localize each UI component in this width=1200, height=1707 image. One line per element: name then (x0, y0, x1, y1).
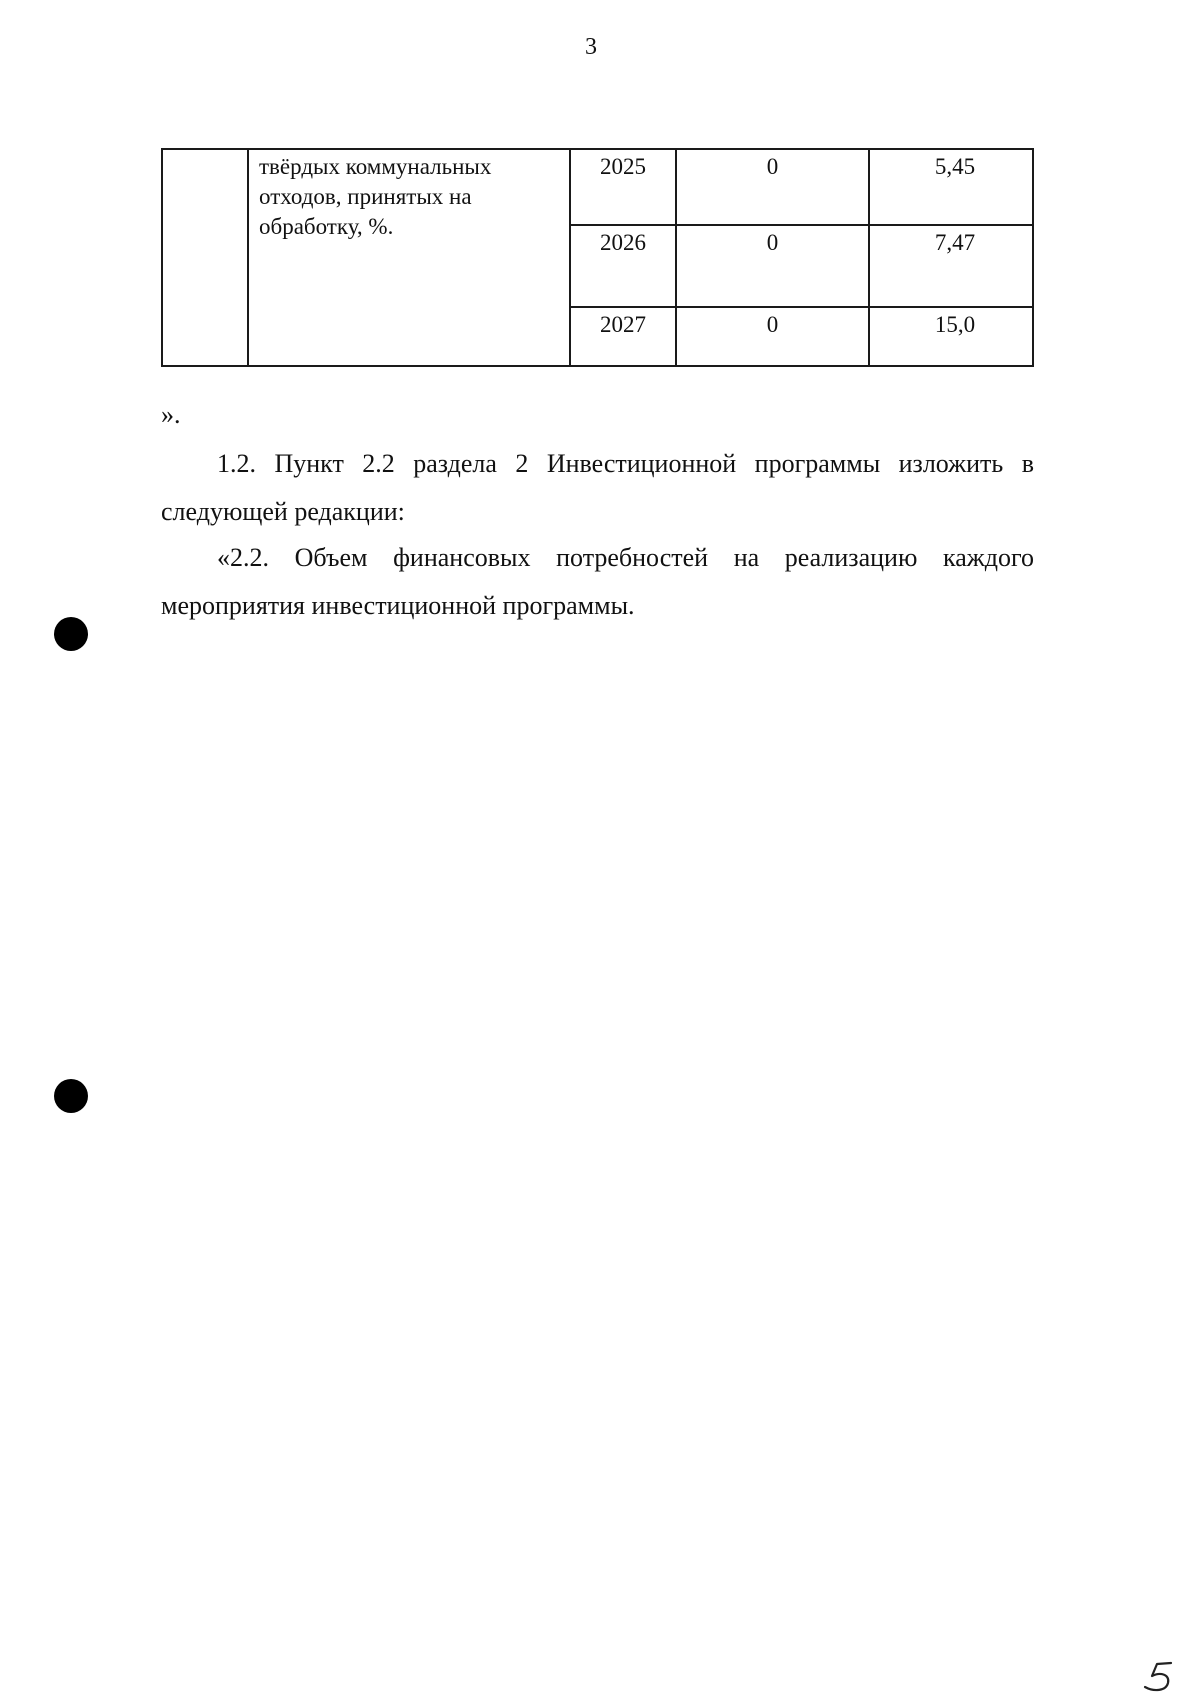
table-cell-number (162, 149, 248, 366)
table-row (162, 149, 1033, 225)
value-a-cell: 0 (676, 225, 869, 307)
value-b-cell: 7,47 (869, 225, 1033, 307)
year-cell: 2025 (570, 149, 676, 225)
indicator-table (161, 148, 1034, 367)
page-number: 3 (585, 34, 597, 60)
handwritten-page-mark (1140, 1660, 1180, 1694)
value-b-cell: 15,0 (869, 307, 1033, 366)
value-b-cell: 5,45 (869, 149, 1033, 225)
binder-hole (54, 1079, 88, 1113)
year-cell: 2026 (570, 225, 676, 307)
value-a-cell: 0 (676, 149, 869, 225)
closing-quote: ». (161, 400, 181, 429)
year-cell: 2027 (570, 307, 676, 366)
paragraph-new-text: «2.2. Объем финансовых потребностей на реализацию каждого мероприятия инвестиционной программы. (161, 543, 1034, 620)
binder-hole (54, 617, 88, 651)
paragraph-amendment: 1.2. Пункт 2.2 раздела 2 Инвестиционной программы изложить в следующей редакции: (161, 449, 1034, 526)
indicator-name-cell: твёрдых коммунальных отходов, принятых на обработку, %. (248, 149, 570, 366)
value-a-cell: 0 (676, 307, 869, 366)
